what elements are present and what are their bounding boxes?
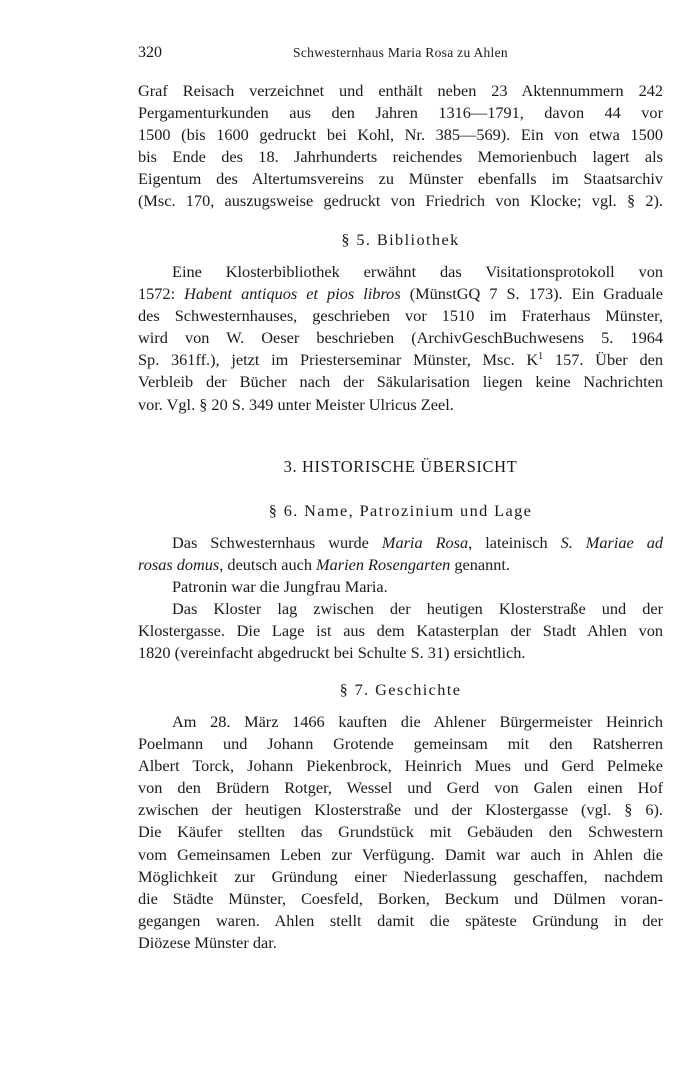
superscript: 1	[538, 351, 544, 363]
text-line: Am 28. März 1466 kauften die Ahlener Bürgermeister Heinrich	[172, 712, 663, 731]
text-line: vor. Vgl. § 20 S. 349 unter Meister Ulricus Zeel.	[138, 394, 454, 414]
text-line: Pergamenturkunden aus den Jahren 1316—1791, davon 44 vor	[138, 103, 663, 123]
section-heading-bibliothek: § 5. Bibliothek	[341, 230, 460, 249]
text-line: Patronin war die Jungfrau Maria.	[172, 577, 388, 597]
text-line: Diözese Münster dar.	[138, 932, 277, 952]
page-number: 320	[138, 44, 162, 61]
text-line: 1820 (vereinfacht abgedruckt bei Schulte S. 31) ersichtlich.	[138, 643, 526, 663]
text-line: Klostergasse. Die Lage ist aus dem Katasterplan der Stadt Ahlen von	[138, 621, 663, 641]
text-line: rosas domus, deutsch auch Marien Rosengarten genannt.	[138, 555, 511, 575]
text-line: von den Brüdern Rotger, Wessel und Gerd von Galen einen Hof	[138, 778, 663, 798]
bibliothek-paragraph	[138, 261, 663, 416]
section-heading-geschichte: § 7. Geschichte	[339, 680, 462, 699]
text-line: des Schwesternhauses, geschrieben vor 1510 im Fraterhaus Münster,	[138, 306, 663, 326]
text-line: Albert Torck, Johann Piekenbrock, Heinrich Mues und Gerd Pelmeke	[138, 756, 663, 776]
text-line: 1572: Habent antiquos et pios libros (MünstGQ 7 S. 173). Ein Graduale	[138, 284, 663, 304]
text-line: Möglichkeit zur Gründung einer Niederlassung geschaffen, nachdem	[138, 866, 663, 886]
text-line: Poelmann und Johann Grotende gemeinsam mit den Ratsherren	[138, 734, 663, 754]
text-line: Das Kloster lag zwischen der heutigen Klosterstraße und der	[172, 599, 663, 619]
text-line: Die Käufer stellten das Grundstück mit Gebäuden den Schwestern	[138, 822, 663, 842]
text-line: (Msc. 170, auszugsweise gedruckt von Friedrich von Klocke; vgl. § 2).	[138, 191, 663, 211]
running-header	[138, 44, 663, 64]
text-line: Graf Reisach verzeichnet und enthält neben 23 Aktennummern 242	[138, 81, 663, 100]
text-line: gegangen waren. Ahlen stellt damit die späteste Gründung in der	[138, 910, 663, 930]
section-heading-name-patrozinium-lage: § 6. Name, Patrozinium und Lage	[268, 501, 533, 520]
text-line: 1500 (bis 1600 gedruckt bei Kohl, Nr. 385—569). Ein von etwa 1500	[138, 125, 663, 145]
text-line: Eine Klosterbibliothek erwähnt das Visitationsprotokoll von	[172, 262, 663, 281]
text-line: vom Gemeinsamen Leben zur Verfügung. Damit war auch in Ahlen die	[138, 844, 663, 864]
intro-paragraph	[138, 80, 663, 213]
text-line: Verbleib der Bücher nach der Säkularisation liegen keine Nachrichten	[138, 372, 663, 392]
text-line: Eigentum des Altertumsvereins zu Münster ebenfalls im Staatsarchiv	[138, 169, 663, 189]
text-line: Sp. 361ff.), jetzt im Priesterseminar Münster, Msc. $K^1$ 157. Über den	[138, 350, 664, 370]
text-line: bis Ende des 18. Jahrhunderts reichendes Memorienbuch lagert als	[138, 147, 663, 167]
text-line: Das Schwesternhaus wurde Maria Rosa, lateinisch S. Mariae ad	[172, 533, 664, 552]
running-title: Schwesternhaus Maria Rosa zu Ahlen	[293, 45, 508, 60]
text-line: zwischen der heutigen Klosterstraße und der Klostergasse (vgl. § 6).	[138, 800, 663, 820]
geschichte-paragraph	[138, 711, 663, 954]
name-paragraph	[138, 532, 663, 665]
text-line: wird von W. Oeser beschrieben (ArchivGeschBuchwesens 5. 1964	[138, 328, 663, 348]
text-line: die Städte Münster, Coesfeld, Borken, Beckum und Dülmen voran-	[138, 888, 663, 908]
chapter-heading: 3. HISTORISCHE ÜBERSICHT	[283, 457, 518, 476]
